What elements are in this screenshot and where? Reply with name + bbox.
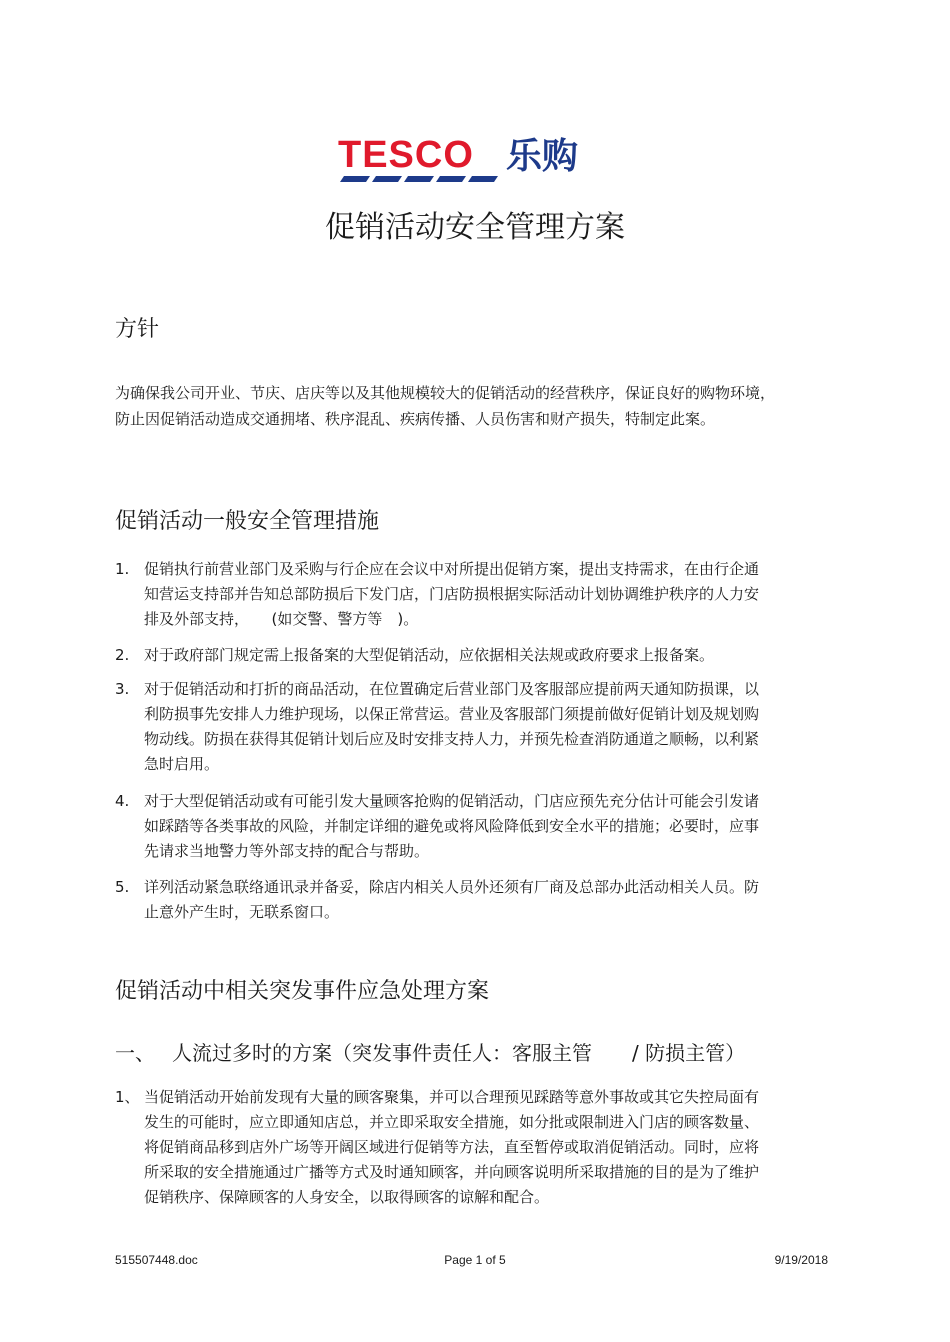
tesco-logo	[338, 136, 608, 186]
list-item-number: 3.	[115, 680, 130, 698]
list-item-text: 详列活动紧急联络通讯录并备妥，除店内相关人员外还须有厂商及总部办此活动相关人员。防止意外产生时，无联系窗口。	[144, 878, 760, 921]
list-item-text: 对于促销活动和打折的商品活动，在位置确定后营业部门及客服部应提前两天通知防损课，以利防损事先安排人力维护现场，以保正常营运。营业及客服部门须提前做好促销计划及规划购物动线。防损在获得其促销计划后应及时安排支持人力，并预先检查消防通道之顺畅，以利紧急时启用。	[144, 680, 760, 773]
list-item-text: 对于大型促销活动或有可能引发大量顾客抢购的促销活动，门店应预先充分估计可能会引发诸如踩踏等各类事故的风险，并制定详细的避免或将风险降低到安全水平的措施；必要时，应事先请求当地警力等外部支持的配合与帮助。	[144, 792, 760, 860]
footer-page-number: Page 1 of 5	[444, 1253, 506, 1267]
list-item-number: 2.	[115, 646, 130, 664]
list-item-text: 促销执行前营业部门及采购与行企应在会议中对所提出促销方案，提出支持需求，在由行企通知营运支持部并告知总部防损后下发门店，门店防损根据实际活动计划协调维护秩序的人力安排及外部支持， (如交警、警方等 )。	[144, 560, 760, 628]
heading-policy: 方针	[115, 317, 160, 342]
logo-chinese: 乐购	[506, 136, 579, 177]
list-item-number: 5.	[115, 878, 130, 896]
policy-paragraph: 为确保我公司开业、节庆、店庆等以及其他规模较大的促销活动的经营秩序，保证良好的购物环境，防止因促销活动造成交通拥堵、秩序混乱、疾病传播、人员伤害和财产损失，特制定此案。	[115, 384, 776, 428]
list-item-number: 1.	[115, 560, 130, 578]
list-item-number: 4.	[115, 792, 130, 810]
list-item-text: 当促销活动开始前发现有大量的顾客聚集，并可以合理预见踩踏等意外事故或其它失控局面有发生的可能时，应立即通知店总，并立即采取安全措施，如分批或限制进入门店的顾客数量、将促销商品移到店外广场等开阔区域进行促销等方法，直至暂停或取消促销活动。同时，应将所采取的安全措施通过广播等方式及时通知顾客，并向顾客说明所采取措施的目的是为了维护促销秩序、保障顾客的人身安全，以取得顾客的谅解和配合。	[144, 1088, 760, 1206]
logo-stripes	[340, 176, 498, 182]
logo-wordmark: TESCO	[338, 134, 474, 176]
footer-date: 9/19/2018	[774, 1253, 828, 1267]
footer-filename: 515507448.doc	[115, 1253, 198, 1267]
subsection-title: 人流过多时的方案（突发事件责任人：客服主管 / 防损主管）	[172, 1041, 746, 1065]
heading-general-measures: 促销活动一般安全管理措施	[115, 509, 380, 534]
list-item-number: 1、	[115, 1088, 140, 1106]
heading-emergency-plan: 促销活动中相关突发事件应急处理方案	[115, 979, 490, 1004]
list-item-text: 对于政府部门规定需上报备案的大型促销活动，应依据相关法规或政府要求上报备案。	[144, 646, 715, 664]
document-title: 促销活动安全管理方案	[325, 210, 625, 245]
subsection-number: 一、	[115, 1041, 155, 1065]
